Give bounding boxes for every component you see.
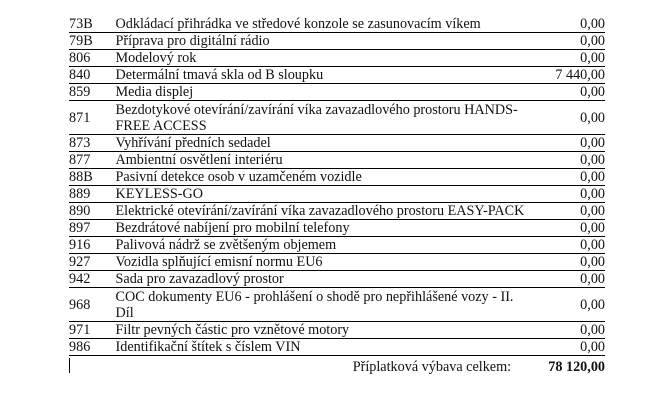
- table-row: [69, 186, 605, 203]
- option-description: Sada pro zavazadlový prostor: [116, 271, 526, 288]
- options-table: [69, 16, 605, 376]
- option-description: Media displej: [116, 84, 526, 101]
- option-code: 88B: [69, 169, 116, 186]
- document-page: [69, 16, 605, 376]
- table-row: [69, 339, 605, 356]
- option-price: 0,00: [525, 152, 605, 169]
- option-code: 79B: [69, 33, 116, 50]
- table-row: [69, 16, 605, 33]
- option-code: 73B: [69, 16, 116, 33]
- option-description: Filtr pevných částic pro vznětové motory: [116, 322, 526, 339]
- option-price: 0,00: [525, 254, 605, 271]
- option-description: Odkládací přihrádka ve středové konzole se zasunovacím víkem: [116, 16, 526, 33]
- table-row: [69, 84, 605, 101]
- option-description: Modelový rok: [116, 50, 526, 67]
- table-row: [69, 254, 605, 271]
- table-row: [69, 271, 605, 288]
- option-price: 0,00: [525, 271, 605, 288]
- option-description: Determální tmavá skla od B sloupku: [116, 67, 526, 84]
- option-description: Bezdrátové nabíjení pro mobilní telefony: [116, 220, 526, 237]
- option-price: 0,00: [525, 322, 605, 339]
- option-code: 890: [69, 203, 116, 220]
- option-code: 806: [69, 50, 116, 67]
- table-row: [69, 67, 605, 84]
- option-price: 0,00: [525, 237, 605, 254]
- option-description: Palivová nádrž se zvětšeným objemem: [116, 237, 526, 254]
- option-description: Příprava pro digitální rádio: [116, 33, 526, 50]
- option-price: 0,00: [525, 33, 605, 50]
- option-price: 0,00: [525, 186, 605, 203]
- option-description: Identifikační štítek s číslem VIN: [116, 339, 526, 356]
- option-price: 7 440,00: [525, 67, 605, 84]
- table-row: [69, 288, 605, 322]
- option-price: 0,00: [525, 220, 605, 237]
- option-description: Pasivní detekce osob v uzamčeném vozidle: [116, 169, 526, 186]
- option-price: 0,00: [525, 84, 605, 101]
- option-code: 871: [69, 101, 116, 135]
- option-price: 0,00: [525, 135, 605, 152]
- option-description: Ambientní osvětlení interiéru: [116, 152, 526, 169]
- option-description: Elektrické otevírání/zavírání víka zavazadlového prostoru EASY-PACK: [115, 203, 525, 219]
- total-value: 78 120,00: [548, 359, 605, 375]
- option-code: 986: [69, 339, 116, 356]
- table-row: [69, 135, 605, 152]
- option-code: 942: [69, 271, 116, 288]
- table-row: [69, 169, 605, 186]
- option-price: 0,00: [525, 339, 605, 356]
- option-description: Bezdotykové otevírání/zavírání víka zavazadlového prostoru HANDS-FREE ACCESS: [116, 101, 526, 135]
- option-code: 968: [69, 288, 116, 322]
- option-price: 0,00: [525, 288, 605, 322]
- option-price: 0,00: [525, 169, 605, 186]
- option-price: 0,00: [525, 50, 605, 67]
- table-row: [69, 33, 605, 50]
- option-price: 0,00: [525, 101, 605, 135]
- table-row: [69, 220, 605, 237]
- option-description: COC dokumenty EU6 - prohlášení o shodě pro nepřihlášené vozy - II. Díl: [116, 288, 526, 322]
- option-code: 840: [69, 67, 116, 84]
- table-row: [69, 322, 605, 339]
- table-row: [69, 203, 605, 220]
- option-code: 859: [69, 84, 116, 101]
- option-code: 873: [69, 135, 116, 152]
- option-code: 927: [69, 254, 116, 271]
- option-description: Vyhřívání předních sedadel: [116, 135, 526, 152]
- table-row: [69, 152, 605, 169]
- option-code: 971: [69, 322, 116, 339]
- option-code: 897: [69, 220, 116, 237]
- option-code: 916: [69, 237, 116, 254]
- option-price: 0,00: [525, 203, 605, 220]
- table-row: [69, 237, 605, 254]
- option-description: KEYLESS-GO: [116, 186, 526, 203]
- text-cursor[interactable]: [69, 358, 70, 373]
- total-label: Příplatková výbava celkem:: [352, 359, 512, 375]
- total-row: [69, 356, 605, 377]
- table-row: [69, 101, 605, 135]
- option-code: 877: [69, 152, 116, 169]
- option-description: Vozidla splňující emisní normu EU6: [116, 254, 526, 271]
- table-row: [69, 50, 605, 67]
- option-price: 0,00: [525, 16, 605, 33]
- option-code: 889: [69, 186, 116, 203]
